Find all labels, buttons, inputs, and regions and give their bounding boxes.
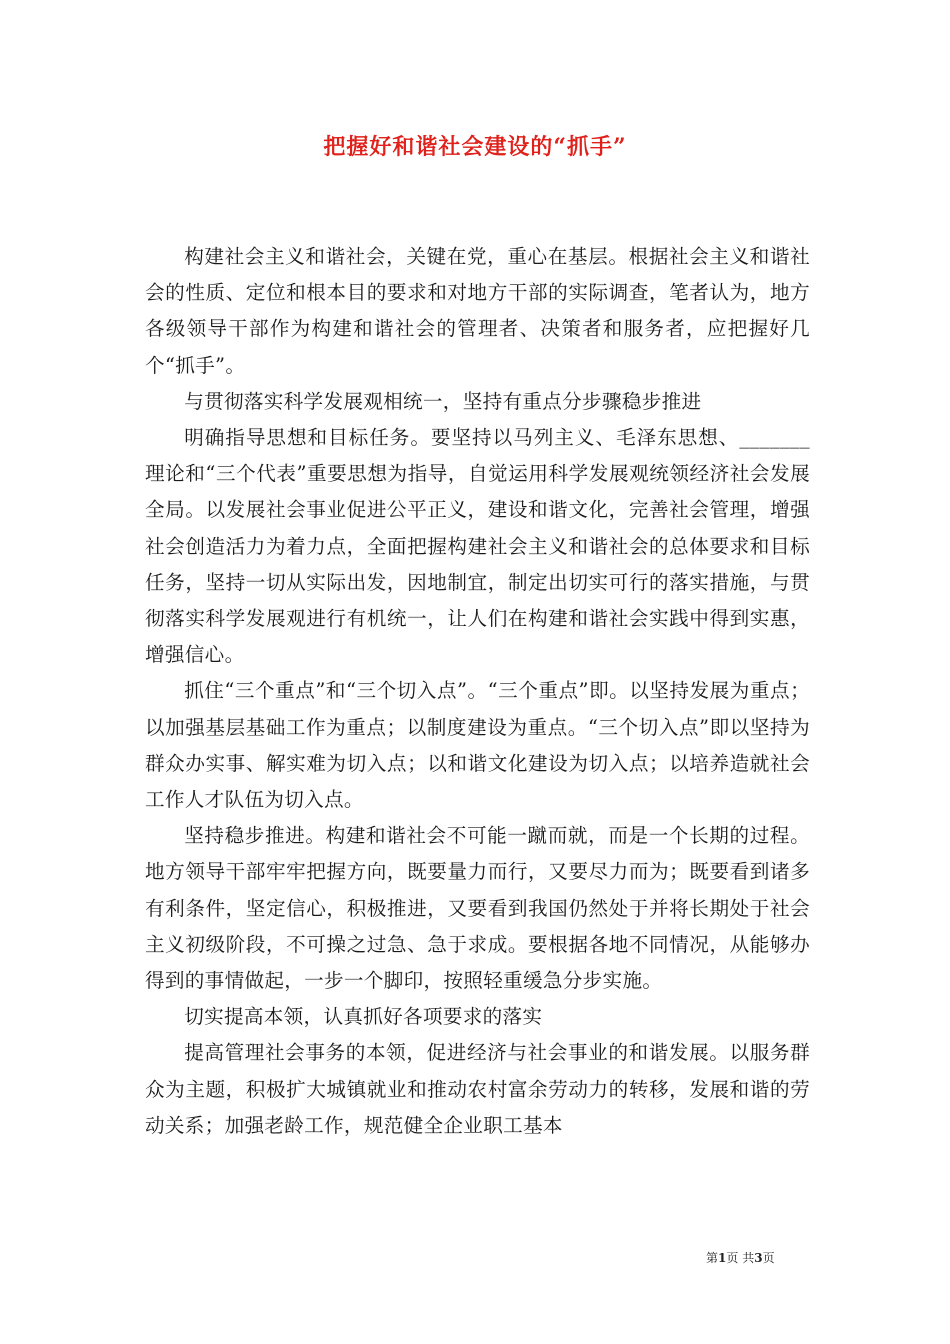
paragraph: 与贯彻落实科学发展观相统一，坚持有重点分步骤稳步推进 xyxy=(184,389,702,413)
paragraph: 提高管理社会事务的本领，促进经济与社会事业的和谐发展。以服务群众为主题，积极扩大城镇就业和推动农村富余劳动力的转移，发展和谐的劳动关系；加强老龄工作，规范健全企业职工基本 xyxy=(145,1041,810,1137)
paragraph: 明确指导思想和目标任务。要坚持以马列主义、毛泽东思想、_______理论和“三个代表”重要思想为指导，自觉运用科学发展观统领经济社会发展全局。以发展社会事业促进公平正义，建设和谐文化，完善社会管理，增强社会创造活力为着力点，全面把握构建社会主义和谐社会的总体要求和目标任务，坚持一切从实际出发，因地制宜，制定出切实可行的落实措施，与贯彻落实科学发展观进行有机统一，让人们在构建和谐社会实践中得到实惠，增强信心。 xyxy=(145,426,810,667)
paragraph: 坚持稳步推进。构建和谐社会不可能一蹴而就，而是一个长期的过程。地方领导干部牢牢把握方向，既要量力而行，又要尽力而为；既要看到诸多有利条件，坚定信心，积极推进，又要看到我国仍然处于并将长期处于社会主义初级阶段，不可操之过急、急于求成。要根据各地不同情况，从能够办得到的事情做起，一步一个脚印，按照轻重缓急分步实施。 xyxy=(145,824,810,993)
footer-middle: 页 共 xyxy=(726,1251,755,1265)
paragraph: 抓住“三个重点”和“三个切入点”。“三个重点”即。以坚持发展为重点；以加强基层基础工作为重点；以制度建设为重点。“三个切入点”即以坚持为群众办实事、解实难为切入点；以和谐文化建设为切入点；以培养造就社会工作人才队伍为切入点。 xyxy=(145,679,810,812)
document-title: 把握好和谐社会建设的“抓手” xyxy=(323,134,627,160)
footer-suffix: 页 xyxy=(762,1251,775,1265)
footer-prefix: 第 xyxy=(706,1251,719,1265)
footer-page-number: 1 xyxy=(718,1251,727,1265)
page-footer xyxy=(706,1249,775,1266)
document-body xyxy=(145,239,810,1144)
footer-total-pages: 3 xyxy=(754,1251,763,1265)
paragraph: 构建社会主义和谐社会，关键在党，重心在基层。根据社会主义和谐社会的性质、定位和根本目的要求和对地方干部的实际调查，笔者认为，地方各级领导干部作为构建和谐社会的管理者、决策者和服务者，应把握好几个“抓手”。 xyxy=(145,245,810,377)
paragraph: 切实提高本领，认真抓好各项要求的落实 xyxy=(184,1005,543,1029)
